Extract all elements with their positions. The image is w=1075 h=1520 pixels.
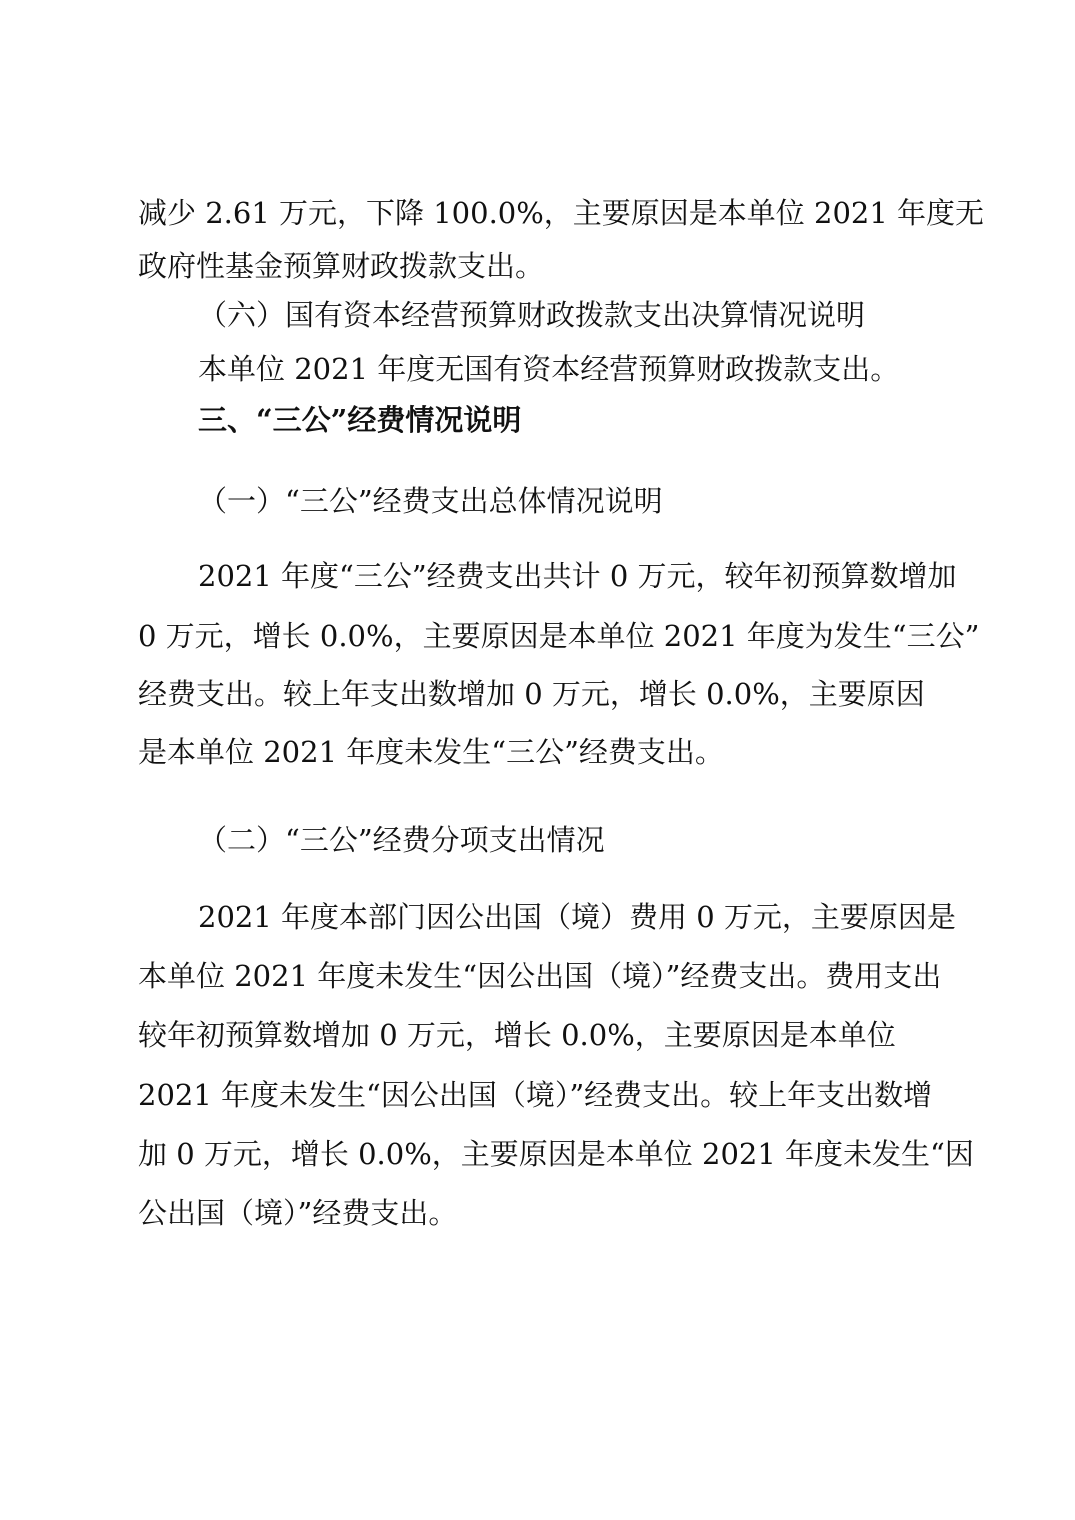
paragraph-line: 本单位 2021 年度未发生“因公出国（境）”经费支出。费用支出 (138, 959, 942, 993)
subsection-heading-1: （一）“三公”经费支出总体情况说明 (198, 484, 663, 518)
paragraph-line: 是本单位 2021 年度未发生“三公”经费支出。 (138, 735, 724, 769)
paragraph-line: 公出国（境）”经费支出。 (138, 1196, 458, 1230)
section-heading-6: （六）国有资本经营预算财政拨款支出决算情况说明 (198, 298, 866, 332)
paragraph-line: 政府性基金预算财政拨款支出。 (138, 249, 545, 283)
paragraph-line: 经费支出。较上年支出数增加 0 万元，增长 0.0%，主要原因 (138, 677, 925, 711)
paragraph-line: 2021 年度未发生“因公出国（境）”经费支出。较上年支出数增 (138, 1078, 933, 1112)
paragraph-line: 本单位 2021 年度无国有资本经营预算财政拨款支出。 (198, 352, 900, 386)
paragraph-line: 2021 年度“三公”经费支出共计 0 万元，较年初预算数增加 (198, 559, 957, 593)
paragraph-line: 较年初预算数增加 0 万元，增长 0.0%，主要原因是本单位 (138, 1018, 896, 1052)
subsection-heading-2: （二）“三公”经费分项支出情况 (198, 823, 605, 857)
paragraph-line: 0 万元，增长 0.0%，主要原因是本单位 2021 年度为发生“三公” (138, 619, 980, 653)
paragraph-line: 加 0 万元，增长 0.0%，主要原因是本单位 2021 年度未发生“因 (138, 1137, 974, 1171)
paragraph-line: 2021 年度本部门因公出国（境）费用 0 万元，主要原因是 (198, 900, 956, 934)
paragraph-line: 减少 2.61 万元，下降 100.0%，主要原因是本单位 2021 年度无 (138, 196, 985, 230)
chapter-heading-3: 三、“三公”经费情况说明 (198, 403, 522, 437)
